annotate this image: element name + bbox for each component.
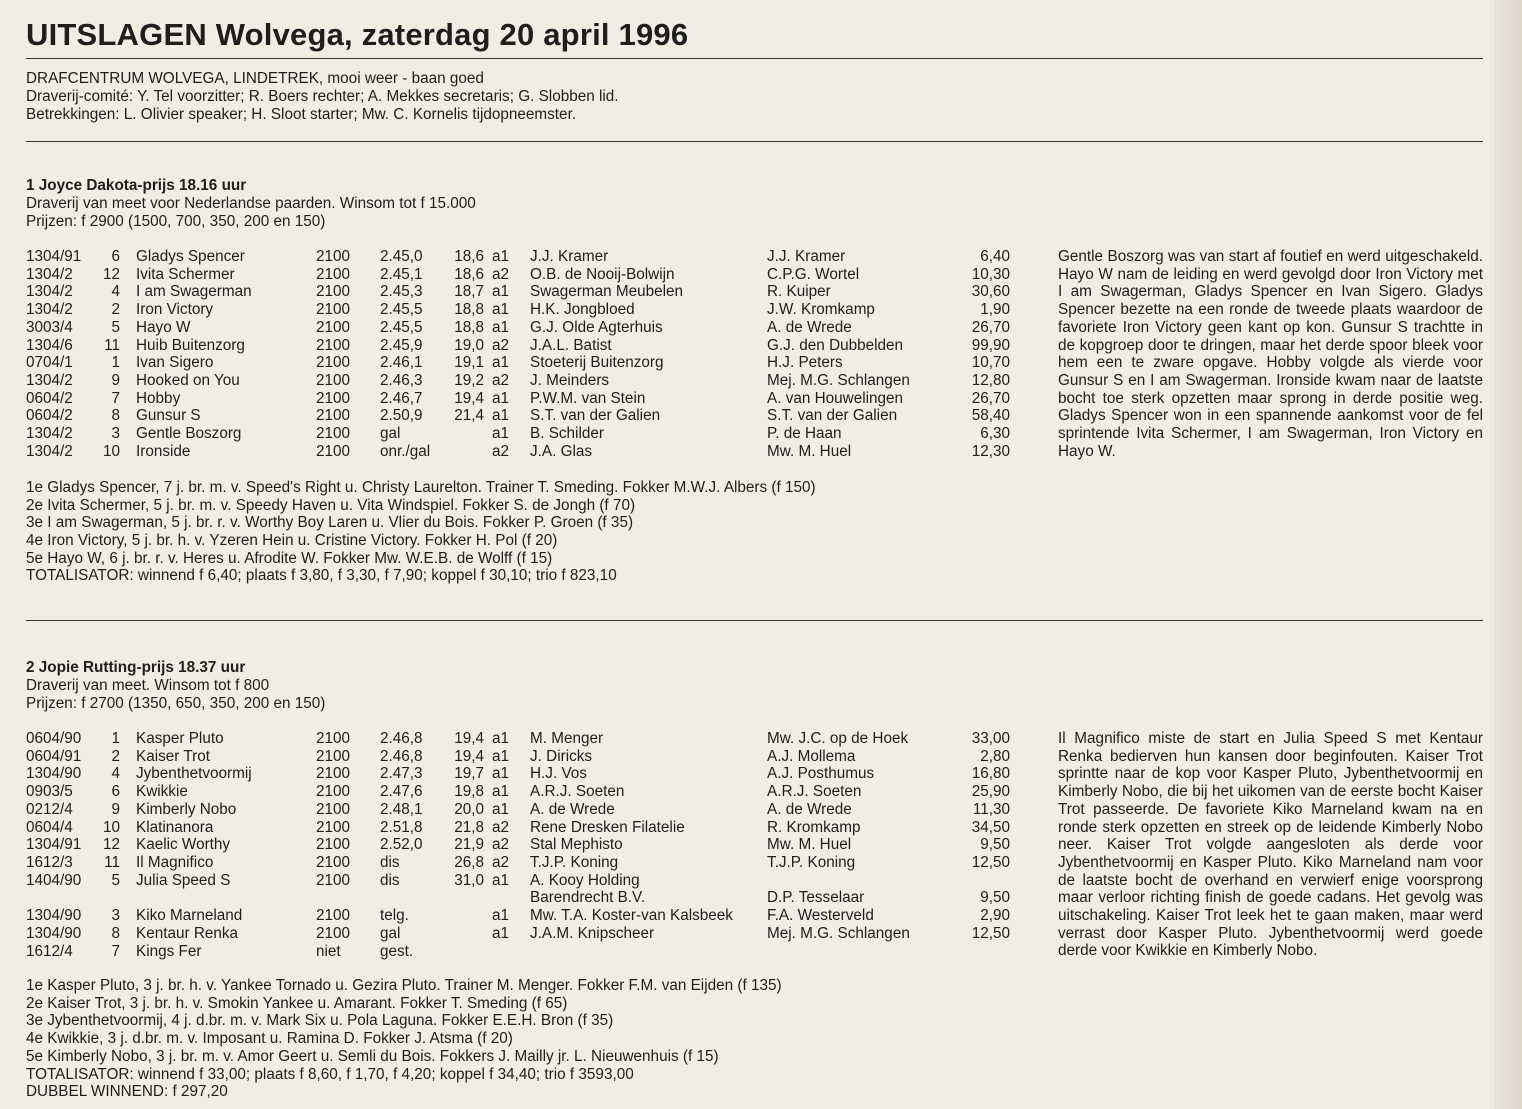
distance: 2100: [316, 425, 351, 443]
start-position: a1: [492, 924, 510, 942]
odds-value: 26,70: [971, 318, 1010, 336]
odds-value: 6,30: [980, 425, 1010, 443]
race-date: 0604/90: [26, 730, 82, 747]
reduction-time: 18,8: [454, 301, 484, 319]
owner-name: A. Kooy Holding: [530, 871, 640, 889]
horse-name: I am Swagerman: [136, 283, 252, 301]
race-date: 1612/4: [26, 942, 73, 960]
driver-name: F.A. Westerveld: [767, 907, 874, 925]
distance: 2100: [316, 907, 351, 925]
placing-line: 5e Kimberly Nobo, 3 j. br. m. v. Amor Geert u. Semli du Bois. Fokkers J. Mailly jr. L. Nieuwenhuis (f 15): [26, 1048, 719, 1065]
start-position: a1: [492, 765, 510, 783]
start-number: 7: [111, 389, 120, 407]
horse-name: Iron Victory: [136, 301, 214, 319]
driver-name: S.T. van der Galien: [767, 407, 898, 425]
finish-time: 2.50,9: [380, 407, 423, 425]
reduction-time: 21,8: [454, 818, 484, 836]
start-position: a1: [492, 747, 510, 765]
driver-name: Mw. M. Huel: [767, 442, 852, 460]
finish-time: telg.: [380, 907, 409, 925]
reduction-time: 20,0: [454, 800, 484, 818]
start-position: a1: [492, 907, 510, 925]
result-row: [0, 407, 1040, 425]
reduction-time: 21,9: [454, 836, 484, 854]
odds-value: 25,90: [971, 783, 1010, 801]
odds-value: 10,70: [971, 354, 1010, 372]
horse-name: Hooked on You: [136, 372, 240, 390]
owner-name: J.A.M. Knipscheer: [530, 924, 655, 942]
start-number: 5: [111, 318, 120, 336]
driver-name: R. Kuiper: [767, 283, 831, 301]
start-position: a1: [492, 318, 510, 336]
start-number: 11: [104, 854, 120, 872]
start-position: a1: [492, 407, 510, 425]
distance: 2100: [316, 854, 351, 872]
owner-name: M. Menger: [530, 730, 604, 747]
finish-time: 2.45,5: [380, 301, 423, 319]
distance: 2100: [316, 442, 351, 460]
owner-name: J. Meinders: [530, 372, 610, 390]
start-position: a2: [492, 854, 510, 872]
horse-name: Jybenthetvoormij: [136, 765, 252, 783]
start-position: a1: [492, 730, 510, 747]
start-position: a1: [492, 871, 510, 889]
odds-value: 30,60: [971, 283, 1010, 301]
committee-info: Draverij-comité: Y. Tel voorzitter; R. Boers rechter; A. Mekkes secretaris; G. Slobben lid.: [26, 88, 619, 105]
start-number: 8: [111, 924, 120, 942]
distance: 2100: [316, 372, 351, 390]
driver-name: Mej. M.G. Schlangen: [767, 924, 910, 942]
reduction-time: 19,2: [454, 372, 484, 390]
finish-time: gest.: [380, 942, 414, 960]
result-row: [0, 390, 1040, 408]
placing-line: 1e Gladys Spencer, 7 j. br. m. v. Speed's Right u. Christy Laurelton. Trainer T. Smeding. Fokker M.W.J. Albers (f 150): [26, 479, 816, 496]
horse-name: Kaelic Worthy: [136, 836, 231, 854]
start-position: a1: [492, 301, 510, 319]
finish-time: 2.45,1: [380, 265, 423, 283]
start-number: 3: [111, 425, 120, 443]
start-number: 1: [111, 354, 120, 372]
driver-name: J.W. Kromkamp: [767, 301, 875, 319]
finish-time: 2.46,8: [380, 747, 423, 765]
result-row: [0, 337, 1040, 355]
start-position: a2: [492, 442, 510, 460]
horse-name: Gladys Spencer: [136, 248, 245, 265]
start-position: a2: [492, 818, 510, 836]
reduction-time: 19,0: [454, 336, 484, 354]
driver-name: A.J. Mollema: [767, 747, 856, 765]
start-number: 9: [111, 372, 120, 390]
result-row: [0, 372, 1040, 390]
start-number: 9: [111, 800, 120, 818]
race-prizes: Prijzen: f 2700 (1350, 650, 350, 200 en 150): [26, 695, 326, 712]
driver-name: P. de Haan: [767, 425, 842, 443]
reduction-time: 19,8: [454, 783, 484, 801]
owner-name: G.J. Olde Agterhuis: [530, 318, 663, 336]
race-date: 1612/3: [26, 854, 73, 872]
driver-name: T.J.P. Koning: [767, 854, 856, 872]
race-subtitle: Draverij van meet. Winsom tot f 800: [26, 677, 270, 694]
race-date: 1304/6: [26, 336, 73, 354]
race-heading: 2 Jopie Rutting-prijs 18.37 uur: [26, 659, 246, 676]
page-title: UITSLAGEN Wolvega, zaterdag 20 april 1996: [26, 17, 689, 52]
reduction-time: 18,7: [454, 283, 484, 301]
start-position: a1: [492, 283, 510, 301]
result-row: [0, 854, 1040, 872]
reduction-time: 19,7: [454, 765, 484, 783]
odds-value: 1,90: [980, 301, 1010, 319]
finish-time: 2.47,6: [380, 783, 423, 801]
race-heading: 1 Joyce Dakota-prijs 18.16 uur: [26, 177, 247, 194]
race-date: 0604/91: [26, 747, 82, 765]
finish-time: 2.46,1: [380, 354, 423, 372]
driver-name: Mw. M. Huel: [767, 836, 852, 854]
race-subtitle: Draverij van meet voor Nederlandse paarden. Winsom tot f 15.000: [26, 195, 476, 212]
start-position: a1: [492, 425, 510, 443]
result-row: [0, 266, 1040, 284]
start-number: 4: [111, 765, 120, 783]
race-date: 0604/2: [26, 389, 73, 407]
start-number: 10: [102, 818, 120, 836]
reduction-time: 19,4: [454, 730, 484, 747]
distance: 2100: [316, 265, 351, 283]
placing-line: 2e Ivita Schermer, 5 j. br. m. v. Speedy Haven u. Vita Windspiel. Fokker S. de Jongh (f 70): [26, 497, 636, 514]
start-position: a2: [492, 836, 510, 854]
finish-time: 2.46,8: [380, 730, 423, 747]
odds-value: 9,50: [980, 836, 1010, 854]
adjacent-page-edge: [1494, 0, 1522, 1109]
horse-name: Klatinanora: [136, 818, 214, 836]
odds-value: 2,90: [980, 907, 1010, 925]
horse-name: Kentaur Renka: [136, 924, 239, 942]
owner-name: T.J.P. Koning: [530, 854, 619, 872]
race-date: 1304/2: [26, 301, 73, 319]
race-date: 1304/2: [26, 442, 73, 460]
start-number: 8: [111, 407, 120, 425]
race-report: Gentle Boszorg was van start af foutief en werd uitgeschakeld. Hayo W nam de leiding en werd gevolgd door Iron Victory met I am Swagerman, Gladys Spencer en Ivan Sigero. Gladys Spencer bezette na een ronde de tweede plaats waardoor de favoriete Iron Victory geen kant op kon. Gunsur S trachtte in de kopgroep door te dringen, maar het derde spoor bleek voor hem een te zware opgave. Hobby volgde als vierde voor Gunsur S en I am Swagerman. Ironside kwam naar de laatste bocht toe sterk opzetten maar sprong in derde positie weg. Gladys Spencer won in een spannende aankomst voor de fel sprintende Ivita Schermer, I am Swagerman, Iron Victory en Hayo W.: [1058, 248, 1483, 460]
start-number: 6: [111, 248, 120, 265]
driver-name: H.J. Peters: [767, 354, 843, 372]
finish-time: 2.45,0: [380, 248, 423, 265]
driver-name: G.J. den Dubbelden: [767, 336, 904, 354]
horse-name: Kaiser Trot: [136, 747, 210, 765]
driver-name: A.R.J. Soeten: [767, 783, 862, 801]
owner-name: Swagerman Meubelen: [530, 283, 684, 301]
result-row: [0, 283, 1040, 301]
race-date: 1304/2: [26, 283, 73, 301]
reduction-time: 19,1: [454, 354, 484, 372]
distance: 2100: [316, 924, 351, 942]
odds-value: 99,90: [971, 336, 1010, 354]
owner-name: B. Schilder: [530, 425, 604, 443]
race-date: 1304/91: [26, 248, 82, 265]
result-row: [0, 836, 1040, 854]
result-row: [0, 889, 1040, 907]
odds-value: 11,30: [972, 800, 1010, 818]
meeting-info: DRAFCENTRUM WOLVEGA, LINDETREK, mooi weer - baan goed: [26, 70, 484, 87]
placing-line: 3e Jybenthetvoormij, 4 j. d.br. m. v. Mark Six u. Pola Laguna. Fokker E.E.H. Bron (f 35): [26, 1012, 614, 1029]
start-position: a2: [492, 336, 510, 354]
finish-time: 2.51,8: [380, 818, 423, 836]
reduction-time: 18,8: [454, 318, 484, 336]
result-row: [0, 907, 1040, 925]
result-row: [0, 819, 1040, 837]
finish-time: 2.47,3: [380, 765, 423, 783]
horse-name: Kiko Marneland: [136, 907, 243, 925]
distance: 2100: [316, 747, 351, 765]
placing-line: 4e Kwikkie, 3 j. d.br. m. v. Imposant u. Ramina D. Fokker J. Atsma (f 20): [26, 1030, 513, 1047]
result-row: [0, 943, 1040, 961]
driver-name: C.P.G. Wortel: [767, 265, 860, 283]
start-number: 7: [111, 942, 120, 960]
finish-time: dis: [380, 871, 400, 889]
distance: 2100: [316, 730, 351, 747]
owner-name: Stoeterij Buitenzorg: [530, 354, 664, 372]
odds-value: 2,80: [980, 747, 1010, 765]
result-row: [0, 301, 1040, 319]
finish-time: 2.45,3: [380, 283, 423, 301]
owner-name: H.J. Vos: [530, 765, 587, 783]
reduction-time: 19,4: [454, 389, 484, 407]
owner-name: J.A. Glas: [530, 442, 593, 460]
finish-time: 2.48,1: [380, 800, 423, 818]
horse-name: Ironside: [136, 442, 191, 460]
placing-line: 4e Iron Victory, 5 j. br. h. v. Yzeren Hein u. Cristine Victory. Fokker H. Pol (f 20): [26, 532, 558, 549]
start-number: 5: [111, 871, 120, 889]
distance: 2100: [316, 283, 351, 301]
finish-time: dis: [380, 854, 400, 872]
driver-name: A. de Wrede: [767, 318, 852, 336]
finish-time: gal: [380, 924, 401, 942]
horse-name: Huib Buitenzorg: [136, 336, 245, 354]
result-row: [0, 443, 1040, 461]
start-number: 12: [102, 836, 120, 854]
driver-name: J.J. Kramer: [767, 248, 846, 265]
distance: 2100: [316, 407, 351, 425]
driver-name: Mw. J.C. op de Hoek: [767, 730, 909, 747]
finish-time: 2.45,5: [380, 318, 423, 336]
placing-line: 3e I am Swagerman, 5 j. br. r. v. Worthy Boy Laren u. Vlier du Bois. Fokker P. Groen (f 35): [26, 514, 634, 531]
start-number: 4: [111, 283, 120, 301]
horse-name: Hobby: [136, 389, 181, 407]
race-date: 1304/90: [26, 765, 82, 783]
owner-name: A.R.J. Soeten: [530, 783, 625, 801]
owner-name: P.W.M. van Stein: [530, 389, 646, 407]
odds-value: 34,50: [971, 818, 1010, 836]
horse-name: Hayo W: [136, 318, 191, 336]
odds-value: 58,40: [971, 407, 1010, 425]
owner-name: S.T. van der Galien: [530, 407, 661, 425]
distance: 2100: [316, 871, 351, 889]
horse-name: Julia Speed S: [136, 871, 231, 889]
race-date: 1304/2: [26, 425, 73, 443]
odds-value: 12,50: [971, 854, 1010, 872]
totalisator-line: TOTALISATOR: winnend f 33,00; plaats f 8,60, f 1,70, f 4,20; koppel f 34,40; trio f 3593,00: [26, 1066, 634, 1083]
dubbel-winnend-line: DUBBEL WINNEND: f 297,20: [26, 1083, 228, 1100]
horse-name: Ivan Sigero: [136, 354, 214, 372]
reduction-time: 18,6: [454, 265, 484, 283]
horse-name: Gentle Boszorg: [136, 425, 242, 443]
placing-line: 5e Hayo W, 6 j. br. r. v. Heres u. Afrodite W. Fokker Mw. W.E.B. de Wolff (f 15): [26, 550, 553, 567]
horse-name: Kimberly Nobo: [136, 800, 237, 818]
reduction-time: 18,6: [454, 248, 484, 265]
odds-value: 10,30: [971, 265, 1010, 283]
odds-value: 9,50: [980, 889, 1010, 907]
distance: 2100: [316, 836, 351, 854]
driver-name: A. de Wrede: [767, 800, 852, 818]
start-position: a2: [492, 265, 510, 283]
reduction-time: 21,4: [454, 407, 484, 425]
distance: 2100: [316, 818, 351, 836]
result-row: [0, 748, 1040, 766]
driver-name: R. Kromkamp: [767, 818, 861, 836]
owner-name: Rene Dresken Filatelie: [530, 818, 685, 836]
odds-value: 12,30: [971, 442, 1010, 460]
reduction-time: 31,0: [454, 871, 484, 889]
finish-time: onr./gal: [380, 442, 431, 460]
placing-line: 1e Kasper Pluto, 3 j. br. h. v. Yankee Tornado u. Gezira Pluto. Trainer M. Menger. Fokker F.M. van Eijden (f 135): [26, 977, 782, 994]
horse-name: Ivita Schermer: [136, 265, 235, 283]
start-number: 1: [111, 730, 120, 747]
start-position: a1: [492, 389, 510, 407]
owner-name: J. Diricks: [530, 747, 593, 765]
driver-name: D.P. Tesselaar: [767, 889, 865, 907]
race-date: 1304/91: [26, 836, 82, 854]
start-position: a2: [492, 372, 510, 390]
section-rule: [26, 141, 1483, 142]
distance: 2100: [316, 336, 351, 354]
owner-name: H.K. Jongbloed: [530, 301, 635, 319]
start-number: 2: [111, 747, 120, 765]
result-row: [0, 425, 1040, 443]
distance: 2100: [316, 248, 351, 265]
result-row: [0, 801, 1040, 819]
finish-time: 2.46,3: [380, 372, 423, 390]
start-position: a1: [492, 248, 510, 265]
odds-value: 12,50: [971, 924, 1010, 942]
start-number: 11: [104, 336, 120, 354]
race-date: 3003/4: [26, 318, 73, 336]
race-report: Il Magnifico miste de start en Julia Speed S met Kentaur Renka bedierven hun kansen door beginfouten. Kaiser Trot sprintte naar de kop voor Kasper Pluto, Jybenthetvoormij en Kimberly Nobo, die bij het uikomen van de eerste bocht Kaiser Trot passeerde. De favoriete Kiko Marneland kwam na en ronde sterk opzetten en streek op de leidende Kimberly Nobo neer. Kaiser Trot volgde aangesloten als derde voor Jybenthetvoormij en Kasper Pluto. Kiko Marneland nam voor de laatste bocht de overhand en verwierf enige voorsprong maar verloor richting finish de goede cadans. Het gevolg was uitschakeling. Kaiser Trot leek het te gaan maken, maar werd verrast door Kasper Pluto. Jybenthetvoormij werd goede derde voor Kwikkie en Kimberly Nobo.: [1058, 730, 1483, 960]
odds-value: 12,80: [971, 372, 1010, 390]
owner-name: A. de Wrede: [530, 800, 615, 818]
owner-name: J.J. Kramer: [530, 248, 609, 265]
result-row: [0, 765, 1040, 783]
result-row: [0, 925, 1040, 943]
horse-name: Il Magnifico: [136, 854, 214, 872]
race-date: 0212/4: [26, 800, 73, 818]
owner-name: Mw. T.A. Koster-van Kalsbeek: [530, 907, 733, 925]
owner-name: Barendrecht B.V.: [530, 889, 646, 907]
owner-name: J.A.L. Batist: [530, 336, 612, 354]
start-number: 2: [111, 301, 120, 319]
start-position: a1: [492, 783, 510, 801]
start-position: a1: [492, 354, 510, 372]
distance: 2100: [316, 765, 351, 783]
start-number: 6: [111, 783, 120, 801]
driver-name: A. van Houwelingen: [767, 389, 904, 407]
section-rule: [26, 620, 1483, 621]
distance: 2100: [316, 389, 351, 407]
result-row: [0, 354, 1040, 372]
reduction-time: 19,4: [454, 747, 484, 765]
officials-info: Betrekkingen: L. Olivier speaker; H. Sloot starter; Mw. C. Kornelis tijdopneemster.: [26, 106, 577, 123]
result-row: [0, 730, 1040, 748]
distance: 2100: [316, 318, 351, 336]
distance: 2100: [316, 301, 351, 319]
horse-name: Gunsur S: [136, 407, 201, 425]
title-rule: [26, 58, 1483, 59]
race-date: 0604/2: [26, 407, 73, 425]
distance: 2100: [316, 354, 351, 372]
finish-time: 2.52,0: [380, 836, 423, 854]
placing-line: 2e Kaiser Trot, 3 j. br. h. v. Smokin Yankee u. Amarant. Fokker T. Smeding (f 65): [26, 995, 568, 1012]
distance: 2100: [316, 800, 351, 818]
race-date: 0903/5: [26, 783, 73, 801]
race-date: 1304/2: [26, 265, 73, 283]
odds-value: 26,70: [971, 389, 1010, 407]
result-row: [0, 319, 1040, 337]
result-row: [0, 783, 1040, 801]
distance: niet: [316, 942, 341, 960]
start-number: 10: [102, 442, 120, 460]
start-number: 12: [102, 265, 120, 283]
race-date: 0604/4: [26, 818, 73, 836]
finish-time: 2.45,9: [380, 336, 423, 354]
result-row: [0, 872, 1040, 890]
odds-value: 16,80: [971, 765, 1010, 783]
finish-time: 2.46,7: [380, 389, 423, 407]
race-date: 1404/90: [26, 871, 82, 889]
horse-name: Kings Fer: [136, 942, 202, 960]
horse-name: Kwikkie: [136, 783, 188, 801]
distance: 2100: [316, 783, 351, 801]
race-date: 0704/1: [26, 354, 73, 372]
race-date: 1304/2: [26, 372, 73, 390]
driver-name: Mej. M.G. Schlangen: [767, 372, 910, 390]
finish-time: gal: [380, 425, 401, 443]
race-prizes: Prijzen: f 2900 (1500, 700, 350, 200 en 150): [26, 213, 326, 230]
start-number: 3: [111, 907, 120, 925]
result-row: [0, 248, 1040, 266]
totalisator-line: TOTALISATOR: winnend f 6,40; plaats f 3,80, f 3,30, f 7,90; koppel f 30,10; trio f 823,10: [26, 567, 617, 584]
start-position: a1: [492, 800, 510, 818]
odds-value: 6,40: [980, 248, 1010, 265]
reduction-time: 26,8: [454, 854, 484, 872]
horse-name: Kasper Pluto: [136, 730, 224, 747]
owner-name: O.B. de Nooij-Bolwijn: [530, 265, 675, 283]
race-date: 1304/90: [26, 907, 82, 925]
owner-name: Stal Mephisto: [530, 836, 623, 854]
driver-name: A.J. Posthumus: [767, 765, 875, 783]
race-date: 1304/90: [26, 924, 82, 942]
odds-value: 33,00: [971, 730, 1010, 747]
